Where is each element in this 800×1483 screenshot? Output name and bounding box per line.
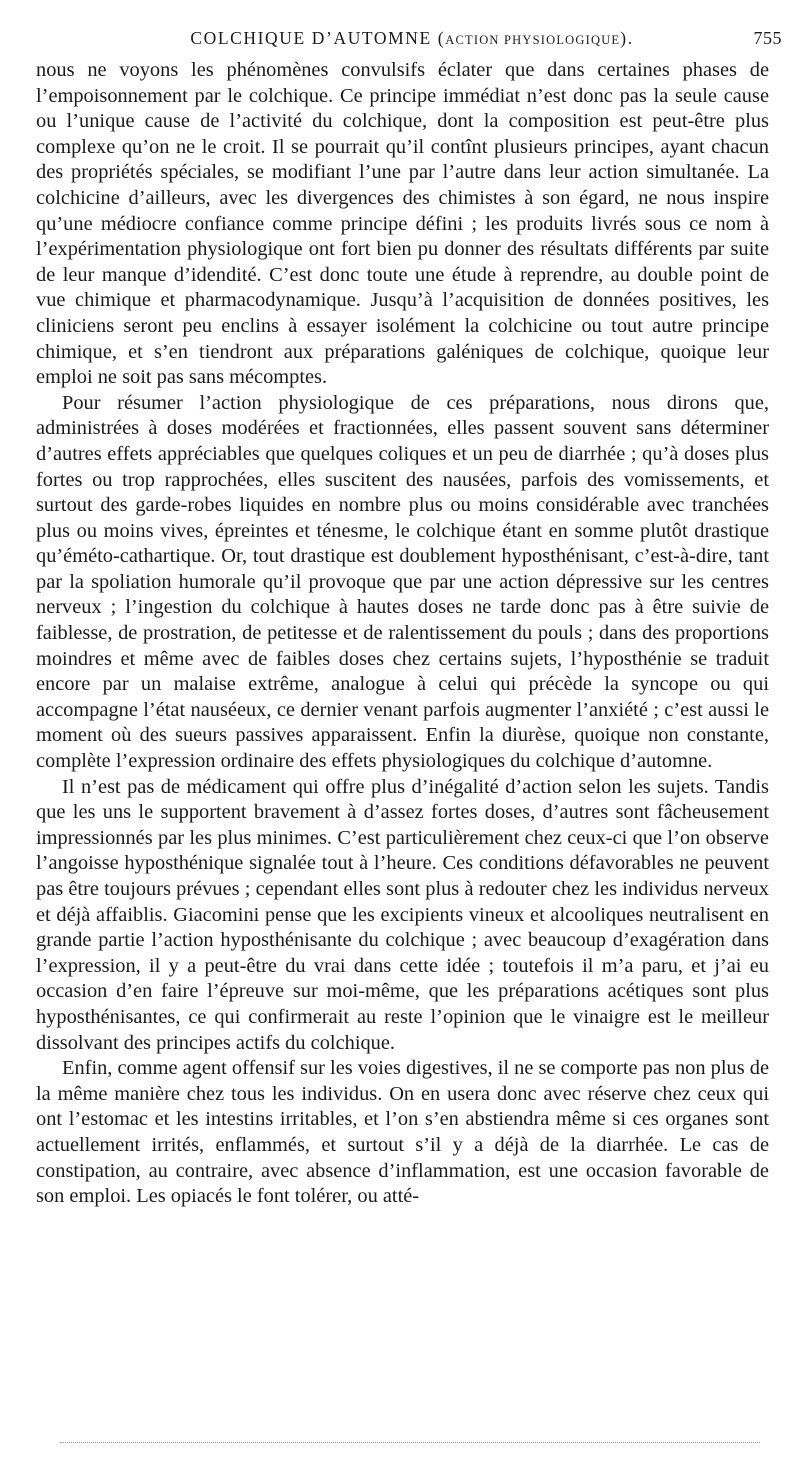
page-number: 755 xyxy=(753,28,782,48)
running-title-small-caps: ACTION PHYSIOLOGIQUE xyxy=(445,33,621,47)
paragraph: Enfin, comme agent offensif sur les voies digestives, il ne se comporte pas non plus de la même manière chez tous les individus. On en usera donc avec réserve chez ceux qui ont l’estomac et les intestins irritables, et l’on s’en abstiendra même si ces organes sont actuellement irrités, enflammés, et surtout s’il y a déjà de la diarrhée. Le cas de constipation, au contraire, avec absence d’inflammation, est une occasion favorable de son emploi. Les opiacés le font tolérer, ou atté- xyxy=(36,1057,769,1208)
running-title xyxy=(36,28,788,49)
paragraph: nous ne voyons les phénomènes convulsifs éclater que dans certaines phases de l’empoisonnement par le colchique. Ce principe immédiat n’est donc pas la seule cause ou l’unique cause de l’activité du colchique, dont la composition est peut-être plus complexe qu’on ne le croit. Il se pourrait qu’il contînt plusieurs principes, ayant chacun des propriétés spéciales, se modifiant l’une par l’autre dans leur action simultanée. La colchicine d’ailleurs, avec les divergences des chimistes à son égard, ne nous inspire qu’une médiocre confiance comme principe défini ; les produits livrés sous ce nom à l’expérimentation physiologique ont fort bien pu donner des résultats différents par suite de leur manque d’idendité. C’est donc toute une étude à reprendre, au double point de vue chimique et pharmacodynamique. Jusqu’à l’acquisition de données positives, les cliniciens seront peu enclins à essayer isolément la colchicine ou tout autre principe chimique, et s’en tiendront aux préparations galéniques de colchique, quoique leur emploi ne soit pas sans mécomptes. xyxy=(36,59,769,389)
running-title-main: COLCHIQUE D’AUTOMNE ( xyxy=(190,28,446,48)
footer-dotted-rule xyxy=(60,1442,760,1443)
paragraph: Il n’est pas de médicament qui offre plus d’inégalité d’action selon les sujets. Tandis que les uns le supportent bravement à d’assez fortes doses, d’autres sont fâcheusement impressionnés par les plus minimes. C’est particulièrement chez ceux-ci que l’on observe l’angoisse hyposthénique signalée tout à l’heure. Ces conditions défavorables ne peuvent pas être toujours prévues ; cependant elles sont plus à redouter chez les individus nerveux et déjà affaiblis. Giacomini pense que les excipients vineux et alcooliques neutralisent en grande partie l’action hyposthénisante du colchique ; avec beaucoup d’exagération dans l’expression, il y a peut-être du vrai dans cette idée ; toutefois il m’a paru, et j’ai eu occasion d’en faire l’épreuve sur moi-même, que les préparations acétiques sont plus hyposthénisantes, ce qui confirmerait au reste l’opinion que le vinaigre est le meilleur dissolvant des principes actifs du colchique. xyxy=(36,775,769,1054)
body-text xyxy=(36,58,769,1210)
running-header xyxy=(36,28,788,58)
running-title-end: ). xyxy=(620,28,634,48)
paragraph: Pour résumer l’action physiologique de ces préparations, nous dirons que, administrées à doses modérées et fractionnées, elles passent souvent sans déterminer d’autres effets appréciables que quelques coliques et un peu de diarrhée ; qu’à doses plus fortes ou trop rapprochées, elles suscitent des nausées, parfois des vomissements, et surtout des garde-robes liquides en nombre plus ou moins considérable avec tranchées plus ou moins vives, épreintes et ténesme, le colchique étant en somme plutôt drastique qu’éméto-cathartique. Or, tout drastique est doublement hyposthénisant, c’est-à-dire, tant par la spoliation humorale qu’il provoque que par une action dépressive sur les centres nerveux ; l’ingestion du colchique à hautes doses ne tarde donc pas à être suivie de faiblesse, de prostration, de petitesse et de ralentissement du pouls ; dans des proportions moindres et même avec de faibles doses chez certains sujets, l’hyposthénie se traduit encore par un malaise extrême, analogue à celui qui précède la syncope ou qui accompagne l’état nauséeux, ce dernier venant parfois augmenter l’anxiété ; c’est aussi le moment où des sueurs passives apparaissent. Enfin la diurèse, quoique non constante, complète l’expression ordinaire des effets physiologiques du colchique d’automne. xyxy=(36,391,769,773)
